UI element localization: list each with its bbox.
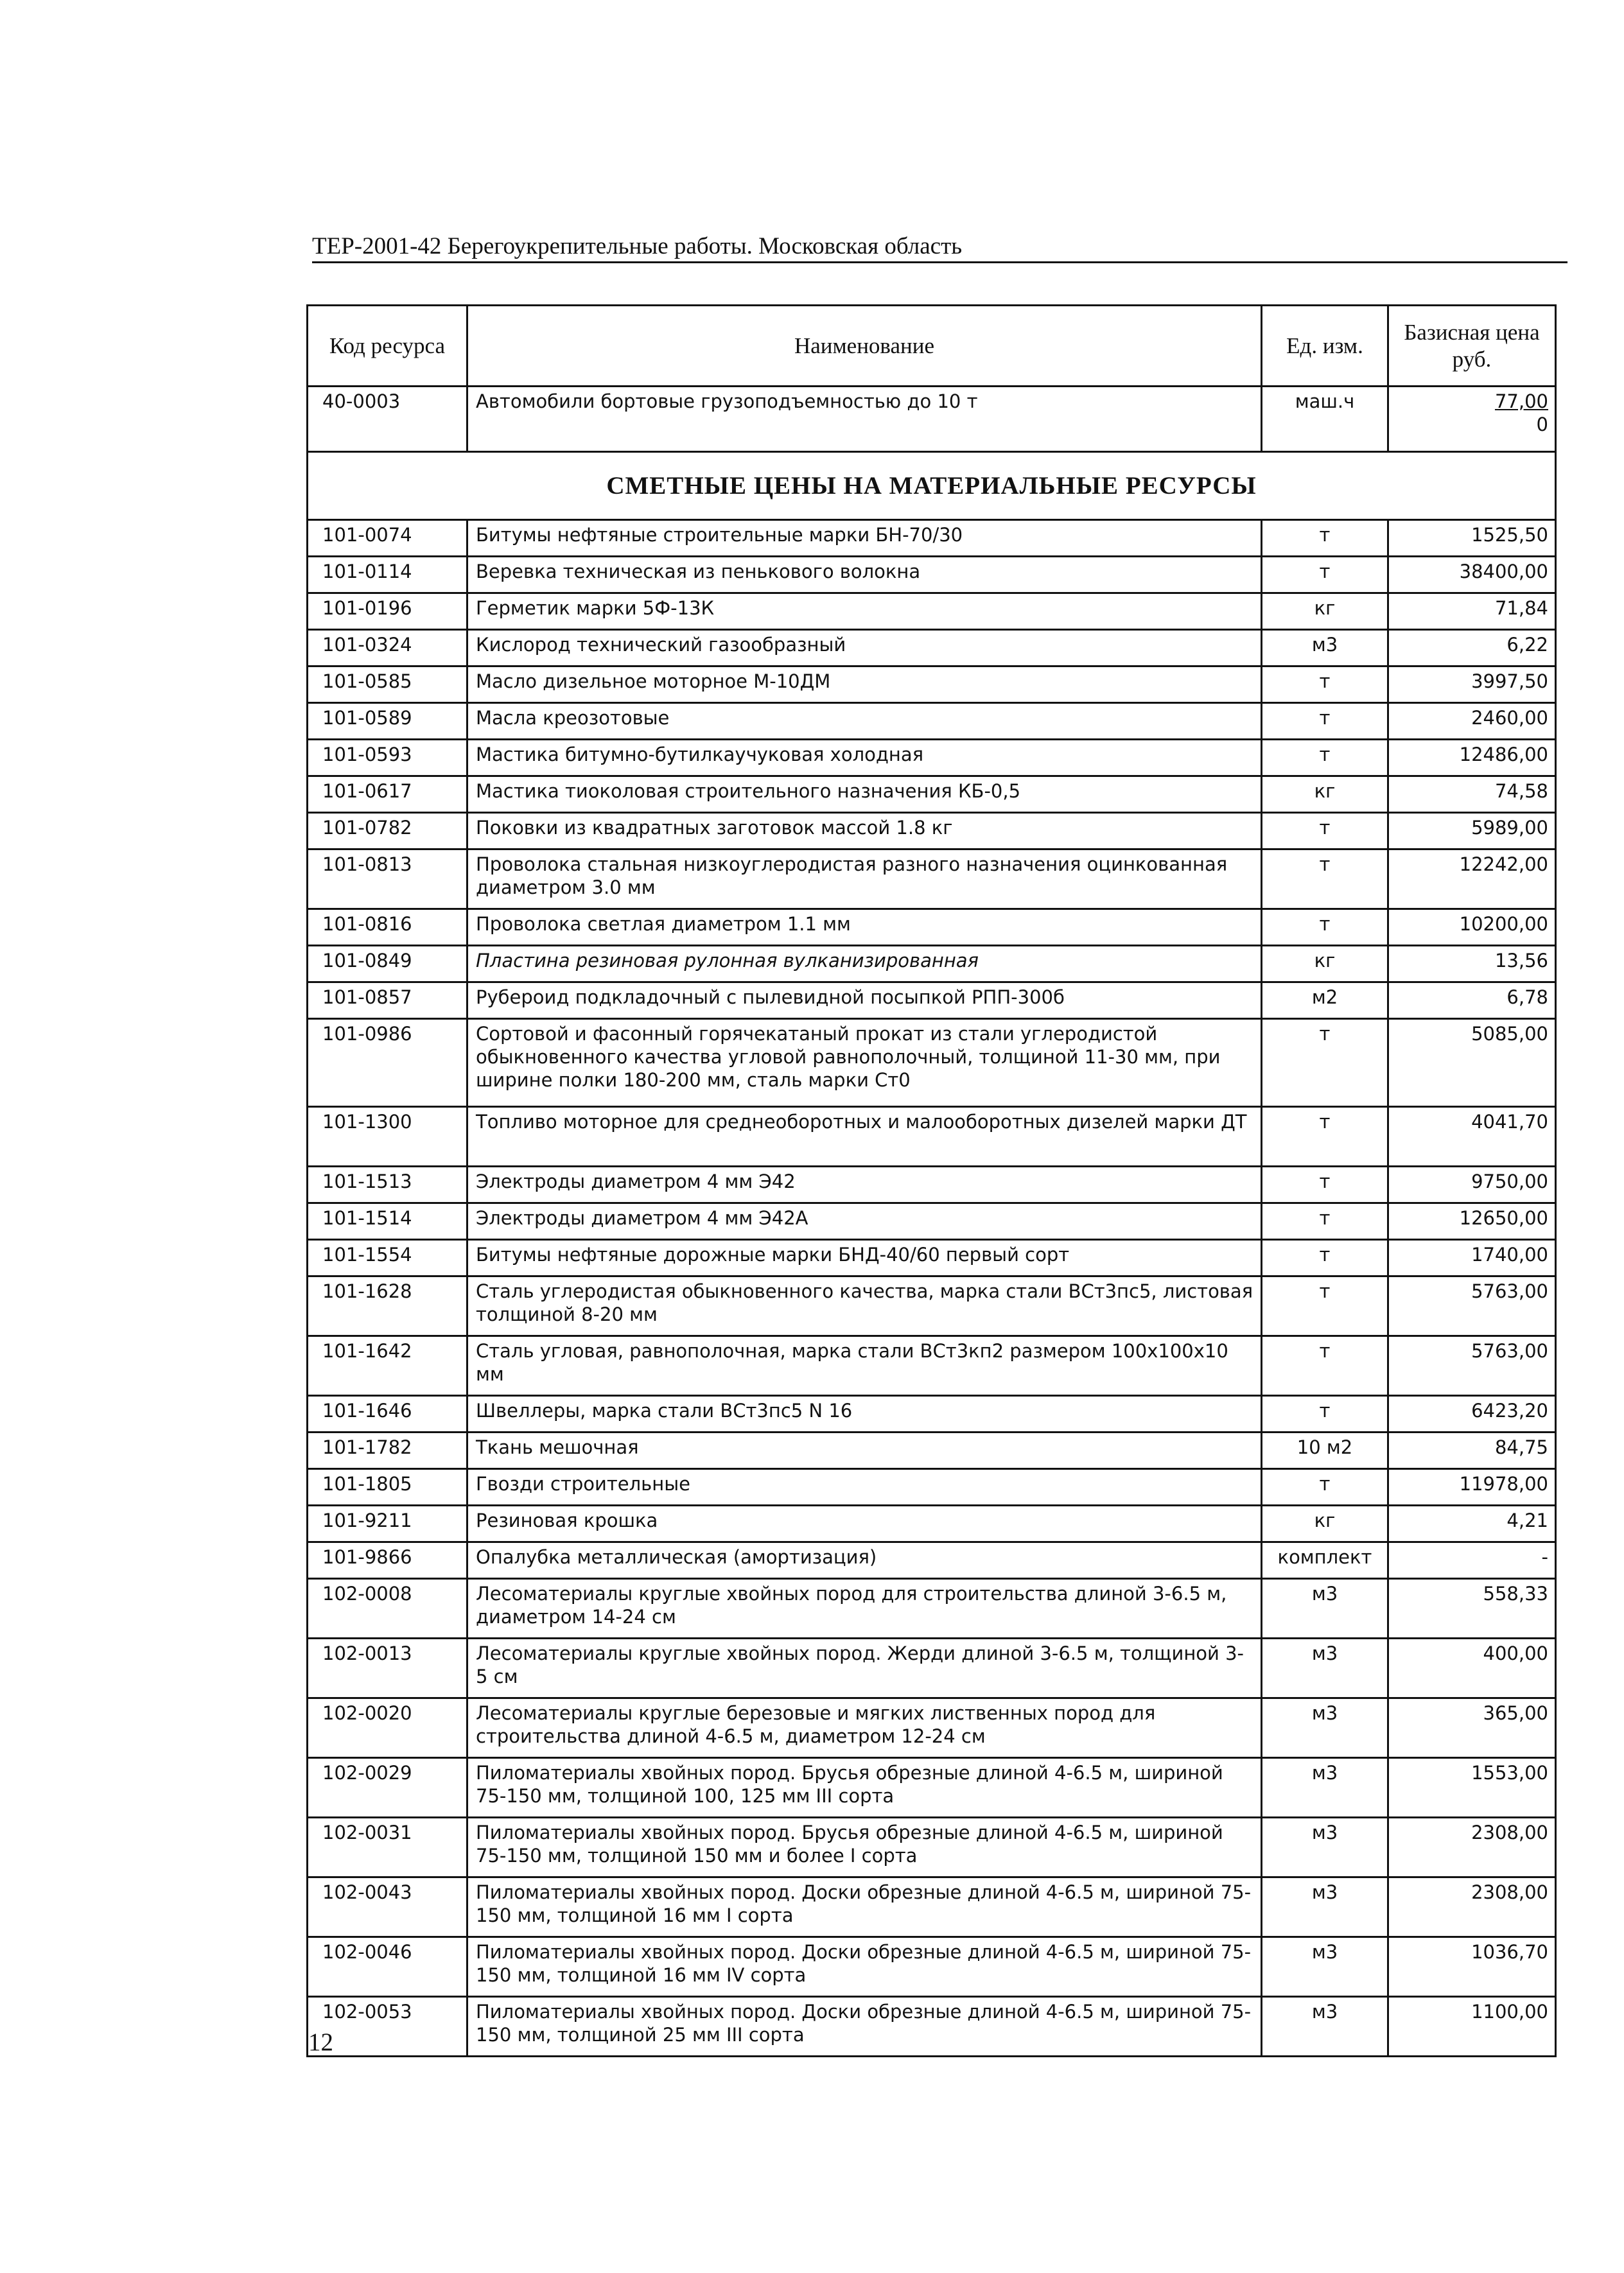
cell-name: Топливо моторное для среднеоборотных и малооборотных дизелей марки ДТ [467, 1107, 1262, 1167]
cell-unit: т [1262, 1276, 1388, 1336]
cell-code: 101-0782 [308, 813, 467, 849]
cell-name: Битумы нефтяные дорожные марки БНД-40/60 первый сорт [467, 1240, 1262, 1276]
table-row [308, 1469, 1556, 1506]
cell-price: 1525,50 [1388, 520, 1556, 557]
cell-price: 1740,00 [1388, 1240, 1556, 1276]
cell-unit: т [1262, 520, 1388, 557]
cell-price: 1100,00 [1388, 1997, 1556, 2057]
cell-code: 101-1646 [308, 1396, 467, 1433]
table-row [308, 1542, 1556, 1579]
cell-unit: 10 м2 [1262, 1433, 1388, 1469]
cell-price: 5763,00 [1388, 1336, 1556, 1396]
table-row [308, 520, 1556, 557]
page-number: 12 [308, 2028, 333, 2056]
cell-unit: т [1262, 1167, 1388, 1203]
cell-name: Лесоматериалы круглые хвойных пород для строительства длиной 3-6.5 м, диаметром 14-24 см [467, 1579, 1262, 1639]
cell-unit: м3 [1262, 1698, 1388, 1758]
table-row [308, 1107, 1556, 1167]
cell-price: 558,33 [1388, 1579, 1556, 1639]
cell-code: 101-1300 [308, 1107, 467, 1167]
table-row [308, 982, 1556, 1019]
table-row [308, 1276, 1556, 1336]
cell-name: Герметик марки 5Ф-13К [467, 593, 1262, 630]
cell-name: Битумы нефтяные строительные марки БН-70/30 [467, 520, 1262, 557]
cell-name: Лесоматериалы круглые хвойных пород. Жерди длиной 3-6.5 м, толщиной 3-5 см [467, 1639, 1262, 1698]
cell-price: 6423,20 [1388, 1396, 1556, 1433]
cell-unit: т [1262, 703, 1388, 740]
cell-price: 3997,50 [1388, 666, 1556, 703]
table-row-vehicle [308, 387, 1556, 452]
cell-unit: кг [1262, 1506, 1388, 1542]
cell-code: 101-0074 [308, 520, 467, 557]
table-row [308, 1698, 1556, 1758]
cell-name: Электроды диаметром 4 мм Э42 [467, 1167, 1262, 1203]
cell-code: 101-0593 [308, 740, 467, 776]
table-row [308, 1506, 1556, 1542]
section-title: СМЕТНЫЕ ЦЕНЫ НА МАТЕРИАЛЬНЫЕ РЕСУРСЫ [308, 452, 1556, 520]
cell-unit: м3 [1262, 1579, 1388, 1639]
cell-code: 102-0029 [308, 1758, 467, 1818]
cell-price: 2308,00 [1388, 1818, 1556, 1877]
cell-unit: т [1262, 1203, 1388, 1240]
cell-price: 5763,00 [1388, 1276, 1556, 1336]
cell-unit: т [1262, 1107, 1388, 1167]
table-row [308, 557, 1556, 593]
cell-name: Веревка техническая из пенькового волокна [467, 557, 1262, 593]
table-row [308, 1203, 1556, 1240]
cell-unit: маш.ч [1262, 387, 1388, 452]
cell-price: 10200,00 [1388, 909, 1556, 946]
cell-unit: т [1262, 909, 1388, 946]
table-row [308, 1818, 1556, 1877]
cell-unit: т [1262, 1396, 1388, 1433]
cell-code: 101-0617 [308, 776, 467, 813]
price-table [306, 304, 1557, 2057]
cell-price: 1553,00 [1388, 1758, 1556, 1818]
cell-name: Мастика битумно-бутилкаучуковая холодная [467, 740, 1262, 776]
table-row [308, 849, 1556, 909]
table-row [308, 593, 1556, 630]
table-row [308, 666, 1556, 703]
cell-price: 12242,00 [1388, 849, 1556, 909]
cell-unit: м3 [1262, 1758, 1388, 1818]
cell-code: 101-0324 [308, 630, 467, 666]
cell-price: 6,22 [1388, 630, 1556, 666]
cell-name: Сортовой и фасонный горячекатаный прокат из стали углеродистой обыкновенного качества угловой равнополочный, толщиной 11-30 мм, при ширине полки 180-200 мм, сталь марки Ст0 [467, 1019, 1262, 1107]
cell-price: 13,56 [1388, 946, 1556, 982]
cell-price: 38400,00 [1388, 557, 1556, 593]
cell-unit: т [1262, 1469, 1388, 1506]
cell-name: Масла креозотовые [467, 703, 1262, 740]
cell-name: Мастика тиоколовая строительного назначения КБ-0,5 [467, 776, 1262, 813]
cell-unit: т [1262, 666, 1388, 703]
cell-code: 101-9866 [308, 1542, 467, 1579]
cell-price-line2: 0 [1536, 414, 1548, 435]
cell-unit: т [1262, 813, 1388, 849]
cell-code: 101-1554 [308, 1240, 467, 1276]
table-row [308, 740, 1556, 776]
cell-unit: кг [1262, 593, 1388, 630]
cell-name: Рубероид подкладочный с пылевидной посыпкой РПП-300б [467, 982, 1262, 1019]
cell-code: 101-0986 [308, 1019, 467, 1107]
table-row [308, 813, 1556, 849]
table-body [308, 387, 1556, 2057]
cell-name: Сталь углеродистая обыкновенного качества, марка стали ВСт3пс5, листовая толщиной 8-20 мм [467, 1276, 1262, 1336]
cell-unit: т [1262, 557, 1388, 593]
cell-code: 101-0589 [308, 703, 467, 740]
page-header: ТЕР-2001-42 Берегоукрепительные работы. Московская область [312, 232, 1567, 263]
cell-unit: м3 [1262, 1997, 1388, 2057]
cell-name: Пиломатериалы хвойных пород. Доски обрезные длиной 4-6.5 м, шириной 75-150 мм, толщиной 16 мм I сорта [467, 1877, 1262, 1937]
cell-price: 11978,00 [1388, 1469, 1556, 1506]
table-row [308, 1579, 1556, 1639]
cell-code: 101-0857 [308, 982, 467, 1019]
table-row [308, 703, 1556, 740]
cell-unit: комплект [1262, 1542, 1388, 1579]
cell-name: Сталь угловая, равнополочная, марка стали ВСт3кп2 размером 100х100х10 мм [467, 1336, 1262, 1396]
cell-price-line1: 77,00 [1494, 390, 1548, 412]
cell-price [1388, 387, 1556, 452]
cell-price: 84,75 [1388, 1433, 1556, 1469]
table-header-row [308, 306, 1556, 387]
table-row [308, 1937, 1556, 1997]
cell-code: 101-0196 [308, 593, 467, 630]
cell-code: 102-0013 [308, 1639, 467, 1698]
cell-unit: м3 [1262, 1937, 1388, 1997]
cell-price: 6,78 [1388, 982, 1556, 1019]
cell-code: 101-1628 [308, 1276, 467, 1336]
cell-unit: м3 [1262, 1877, 1388, 1937]
cell-code: 102-0043 [308, 1877, 467, 1937]
table-row [308, 909, 1556, 946]
section-row [308, 452, 1556, 520]
table-row [308, 1639, 1556, 1698]
cell-code: 101-0114 [308, 557, 467, 593]
cell-name: Пиломатериалы хвойных пород. Брусья обрезные длиной 4-6.5 м, шириной 75-150 мм, толщиной 100, 125 мм III сорта [467, 1758, 1262, 1818]
cell-price: 71,84 [1388, 593, 1556, 630]
cell-unit: кг [1262, 946, 1388, 982]
cell-name: Резиновая крошка [467, 1506, 1262, 1542]
cell-code: 101-1513 [308, 1167, 467, 1203]
cell-name: Пиломатериалы хвойных пород. Доски обрезные длиной 4-6.5 м, шириной 75-150 мм, толщиной 16 мм IV сорта [467, 1937, 1262, 1997]
cell-price: 2308,00 [1388, 1877, 1556, 1937]
cell-name: Гвозди строительные [467, 1469, 1262, 1506]
cell-unit: м3 [1262, 1818, 1388, 1877]
cell-code: 102-0020 [308, 1698, 467, 1758]
cell-price: 2460,00 [1388, 703, 1556, 740]
cell-name: Пиломатериалы хвойных пород. Доски обрезные длиной 4-6.5 м, шириной 75-150 мм, толщиной 25 мм III сорта [467, 1997, 1262, 2057]
cell-code: 101-1642 [308, 1336, 467, 1396]
cell-unit: т [1262, 1019, 1388, 1107]
table-row [308, 946, 1556, 982]
cell-code: 102-0008 [308, 1579, 467, 1639]
cell-code: 40-0003 [308, 387, 467, 452]
column-header-name: Наименование [467, 306, 1262, 387]
cell-price: 12650,00 [1388, 1203, 1556, 1240]
cell-code: 101-9211 [308, 1506, 467, 1542]
cell-unit: кг [1262, 776, 1388, 813]
cell-unit: м2 [1262, 982, 1388, 1019]
cell-name: Проволока стальная низкоуглеродистая разного назначения оцинкованная диаметром 3.0 мм [467, 849, 1262, 909]
cell-unit: т [1262, 1240, 1388, 1276]
cell-unit: м3 [1262, 630, 1388, 666]
cell-code: 102-0046 [308, 1937, 467, 1997]
cell-price: 365,00 [1388, 1698, 1556, 1758]
cell-price: 9750,00 [1388, 1167, 1556, 1203]
cell-name: Швеллеры, марка стали ВСт3пс5 N 16 [467, 1396, 1262, 1433]
cell-name: Ткань мешочная [467, 1433, 1262, 1469]
cell-price: 4,21 [1388, 1506, 1556, 1542]
cell-price: 74,58 [1388, 776, 1556, 813]
cell-unit: т [1262, 740, 1388, 776]
cell-code: 102-0031 [308, 1818, 467, 1877]
cell-name: Пластина резиновая рулонная вулканизированная [467, 946, 1262, 982]
cell-price: 12486,00 [1388, 740, 1556, 776]
table-row [308, 1336, 1556, 1396]
table-row [308, 1758, 1556, 1818]
table-row [308, 1019, 1556, 1107]
cell-price: 1036,70 [1388, 1937, 1556, 1997]
cell-name: Масло дизельное моторное М-10ДМ [467, 666, 1262, 703]
cell-code: 102-0053 [308, 1997, 467, 2057]
cell-name: Опалубка металлическая (амортизация) [467, 1542, 1262, 1579]
cell-price: - [1388, 1542, 1556, 1579]
cell-code: 101-1782 [308, 1433, 467, 1469]
cell-code: 101-0849 [308, 946, 467, 982]
cell-name: Проволока светлая диаметром 1.1 мм [467, 909, 1262, 946]
cell-name: Автомобили бортовые грузоподъемностью до 10 т [467, 387, 1262, 452]
cell-unit: т [1262, 849, 1388, 909]
column-header-price: Базисная цена руб. [1388, 306, 1556, 387]
table-row [308, 1433, 1556, 1469]
cell-name: Кислород технический газообразный [467, 630, 1262, 666]
cell-unit: м3 [1262, 1639, 1388, 1698]
column-header-unit: Ед. изм. [1262, 306, 1388, 387]
cell-code: 101-0813 [308, 849, 467, 909]
cell-name: Электроды диаметром 4 мм Э42А [467, 1203, 1262, 1240]
cell-price: 5989,00 [1388, 813, 1556, 849]
cell-price: 4041,70 [1388, 1107, 1556, 1167]
cell-code: 101-0585 [308, 666, 467, 703]
cell-name: Поковки из квадратных заготовок массой 1.8 кг [467, 813, 1262, 849]
table-row [308, 1997, 1556, 2057]
cell-price: 400,00 [1388, 1639, 1556, 1698]
cell-price: 5085,00 [1388, 1019, 1556, 1107]
table-row [308, 1396, 1556, 1433]
table-row [308, 1167, 1556, 1203]
table-row [308, 1877, 1556, 1937]
cell-name: Пиломатериалы хвойных пород. Брусья обрезные длиной 4-6.5 м, шириной 75-150 мм, толщиной 150 мм и более I сорта [467, 1818, 1262, 1877]
table-row [308, 776, 1556, 813]
cell-code: 101-1805 [308, 1469, 467, 1506]
cell-code: 101-0816 [308, 909, 467, 946]
cell-unit: т [1262, 1336, 1388, 1396]
cell-code: 101-1514 [308, 1203, 467, 1240]
table-row [308, 630, 1556, 666]
table-row [308, 1240, 1556, 1276]
column-header-code: Код ресурса [308, 306, 467, 387]
cell-name: Лесоматериалы круглые березовые и мягких лиственных пород для строительства длиной 4-6.5 м, диаметром 12-24 см [467, 1698, 1262, 1758]
